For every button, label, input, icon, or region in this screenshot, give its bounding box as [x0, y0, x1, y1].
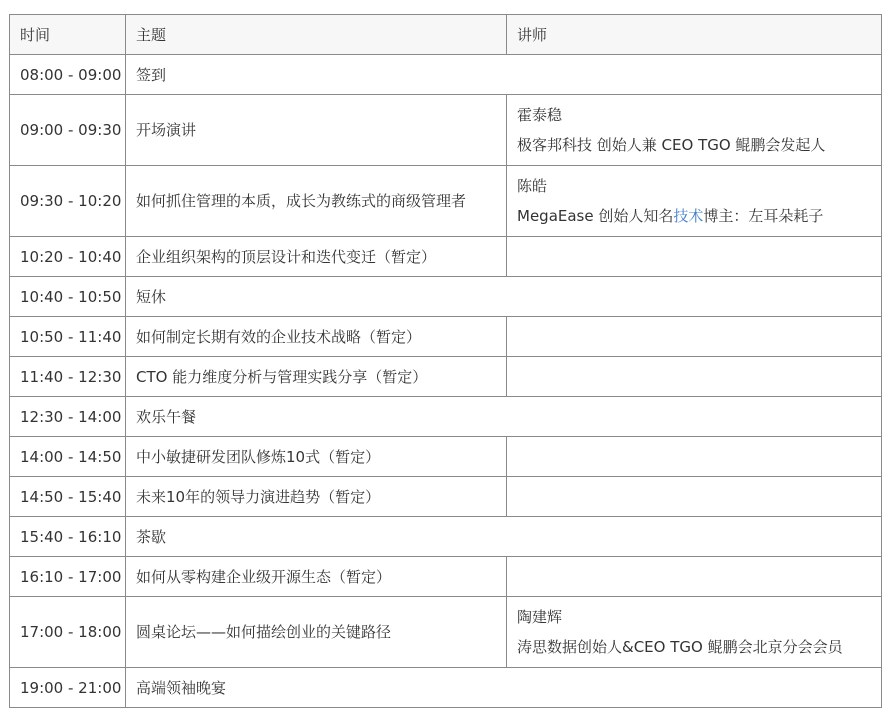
table-row: [10, 437, 882, 477]
table-header-row: [10, 15, 882, 55]
speaker-cell: [507, 166, 882, 237]
table-row: [10, 557, 882, 597]
topic-cell: 签到: [126, 55, 882, 95]
table-row: [10, 55, 882, 95]
time-cell: 10:20 - 10:40: [10, 237, 126, 277]
time-cell: 10:50 - 11:40: [10, 317, 126, 357]
time-cell: 10:40 - 10:50: [10, 277, 126, 317]
header-speaker: 讲师: [507, 15, 882, 55]
table-row: [10, 597, 882, 668]
topic-cell: 中小敏捷研发团队修炼10式（暂定）: [126, 437, 507, 477]
speaker-cell: [507, 237, 882, 277]
table-row: [10, 668, 882, 708]
schedule-container: [9, 14, 882, 708]
topic-cell: 欢乐午餐: [126, 397, 882, 437]
time-cell: 15:40 - 16:10: [10, 517, 126, 557]
time-cell: 14:00 - 14:50: [10, 437, 126, 477]
time-cell: 19:00 - 21:00: [10, 668, 126, 708]
table-row: [10, 317, 882, 357]
speaker-title-prefix: MegaEase 创始人知名: [517, 207, 674, 225]
topic-cell: 开场演讲: [126, 95, 507, 166]
table-row: [10, 277, 882, 317]
speaker-title-suffix: 博主：左耳朵耗子: [703, 207, 824, 225]
time-cell: 11:40 - 12:30: [10, 357, 126, 397]
time-cell: 09:00 - 09:30: [10, 95, 126, 166]
topic-cell: CTO 能力维度分析与管理实践分享（暂定）: [126, 357, 507, 397]
topic-cell: 短休: [126, 277, 882, 317]
time-cell: 17:00 - 18:00: [10, 597, 126, 668]
speaker-name: 陈皓: [517, 177, 548, 195]
table-row: [10, 166, 882, 237]
speaker-title: [517, 206, 871, 226]
time-cell: 16:10 - 17:00: [10, 557, 126, 597]
speaker-title: 极客邦科技 创始人兼 CEO TGO 鲲鹏会发起人: [517, 136, 826, 154]
topic-cell: 如何抓住管理的本质，成长为教练式的商级管理者: [126, 166, 507, 237]
time-cell: 09:30 - 10:20: [10, 166, 126, 237]
header-topic: 主题: [126, 15, 507, 55]
speaker-name: 霍泰稳: [517, 106, 563, 124]
table-row: [10, 477, 882, 517]
speaker-cell: [507, 437, 882, 477]
speaker-title: 涛思数据创始人&CEO TGO 鲲鹏会北京分会会员: [517, 638, 843, 656]
topic-cell: 茶歇: [126, 517, 882, 557]
header-time: 时间: [10, 15, 126, 55]
topic-cell: 高端领袖晚宴: [126, 668, 882, 708]
table-row: [10, 95, 882, 166]
speaker-cell: [507, 557, 882, 597]
topic-cell: 如何制定长期有效的企业技术战略（暂定）: [126, 317, 507, 357]
topic-cell: 企业组织架构的顶层设计和迭代变迁（暂定）: [126, 237, 507, 277]
topic-cell: 未来10年的领导力演进趋势（暂定）: [126, 477, 507, 517]
table-row: [10, 237, 882, 277]
table-row: [10, 357, 882, 397]
table-row: [10, 397, 882, 437]
schedule-table: [9, 14, 882, 708]
table-row: [10, 517, 882, 557]
speaker-cell: [507, 357, 882, 397]
speaker-cell: [507, 597, 882, 668]
time-cell: 08:00 - 09:00: [10, 55, 126, 95]
speaker-name: 陶建辉: [517, 608, 563, 626]
speaker-cell: [507, 95, 882, 166]
speaker-cell: [507, 477, 882, 517]
time-cell: 14:50 - 15:40: [10, 477, 126, 517]
speaker-cell: [507, 317, 882, 357]
topic-cell: 圆桌论坛——如何描绘创业的关键路径: [126, 597, 507, 668]
topic-cell: 如何从零构建企业级开源生态（暂定）: [126, 557, 507, 597]
tech-link[interactable]: 技术: [673, 207, 704, 225]
time-cell: 12:30 - 14:00: [10, 397, 126, 437]
